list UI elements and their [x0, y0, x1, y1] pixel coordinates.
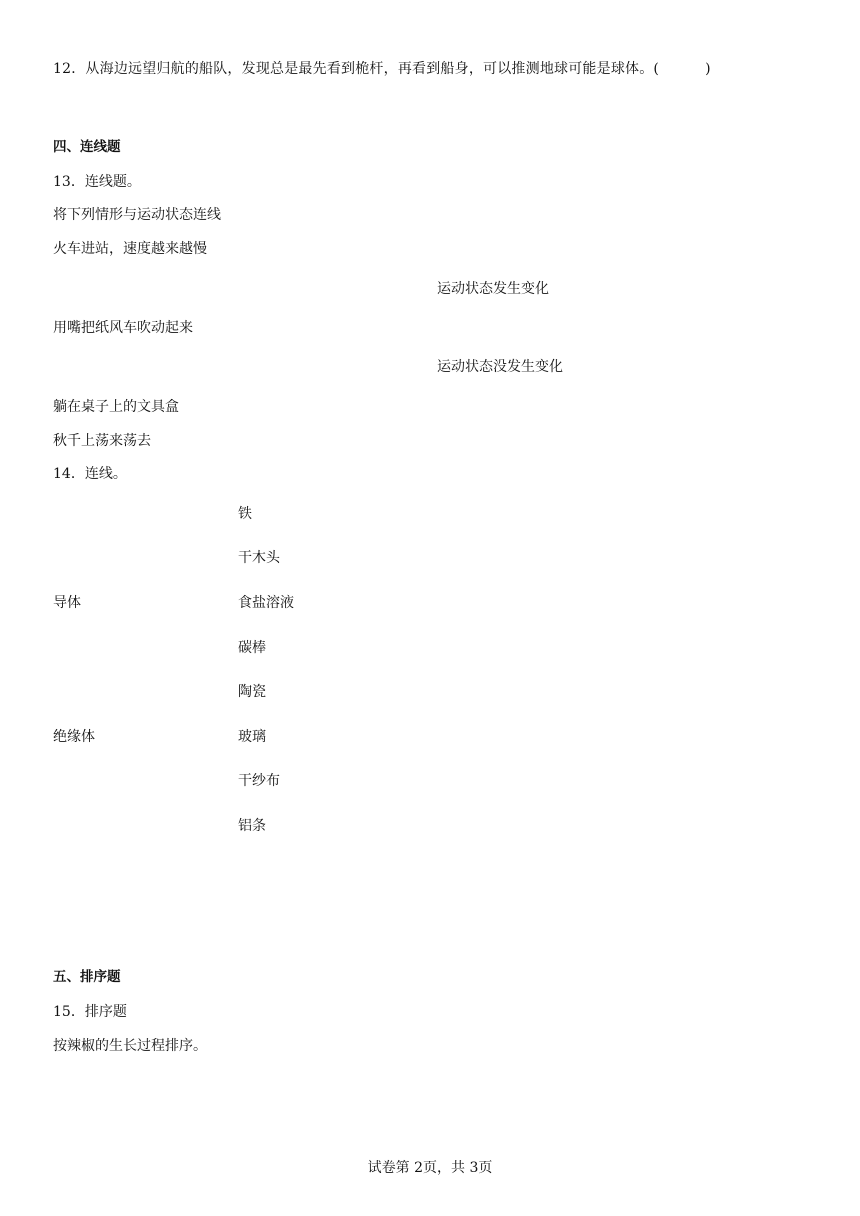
material-item[interactable]: 陶瓷	[238, 684, 266, 700]
match-right-item[interactable]: 运动状态发生变化	[437, 281, 549, 297]
page-footer: 试卷第 2页，共 3页	[367, 1160, 493, 1176]
material-item[interactable]: 碳棒	[238, 640, 266, 656]
question-title: 排序题	[84, 1004, 127, 1020]
question-title: 连线题。	[84, 174, 141, 190]
material-item[interactable]: 食盐溶液	[238, 595, 294, 611]
question-14-title	[53, 467, 127, 481]
material-item[interactable]: 铁	[238, 506, 252, 522]
match-left-item[interactable]: 用嘴把纸风车吹动起来	[53, 320, 193, 336]
match-left-item[interactable]: 秋千上荡来荡去	[53, 433, 151, 449]
question-text: 从海边远望归航的船队，发现总是最先看到桅杆，再看到船身，可以推测地球可能是球体。(	[85, 61, 660, 77]
question-number: 14．	[53, 466, 85, 482]
section-title: 五、排序题	[53, 969, 121, 985]
blank-close-paren: )	[705, 61, 711, 77]
question-13-title	[53, 175, 141, 189]
match-left-item[interactable]: 躺在桌子上的文具盒	[53, 399, 179, 415]
category-item[interactable]: 绝缘体	[53, 729, 95, 745]
question-number: 13．	[53, 174, 85, 190]
match-right-item[interactable]: 运动状态没发生变化	[437, 359, 563, 375]
section-title: 四、连线题	[53, 139, 121, 155]
match-left-item[interactable]: 火车进站，速度越来越慢	[53, 241, 207, 257]
question-number: 12．	[53, 61, 86, 77]
question-15-title	[53, 1005, 127, 1019]
question-number: 15．	[53, 1004, 85, 1020]
question-title: 连线。	[84, 466, 127, 482]
category-item[interactable]: 导体	[53, 595, 81, 611]
material-item[interactable]: 干木头	[238, 550, 280, 566]
material-item[interactable]: 铝条	[238, 818, 266, 834]
question-12	[53, 62, 711, 76]
material-item[interactable]: 干纱布	[238, 773, 280, 789]
question-instruction: 将下列情形与运动状态连线	[53, 207, 221, 223]
material-item[interactable]: 玻璃	[238, 729, 266, 745]
question-instruction: 按辣椒的生长过程排序。	[53, 1038, 207, 1054]
